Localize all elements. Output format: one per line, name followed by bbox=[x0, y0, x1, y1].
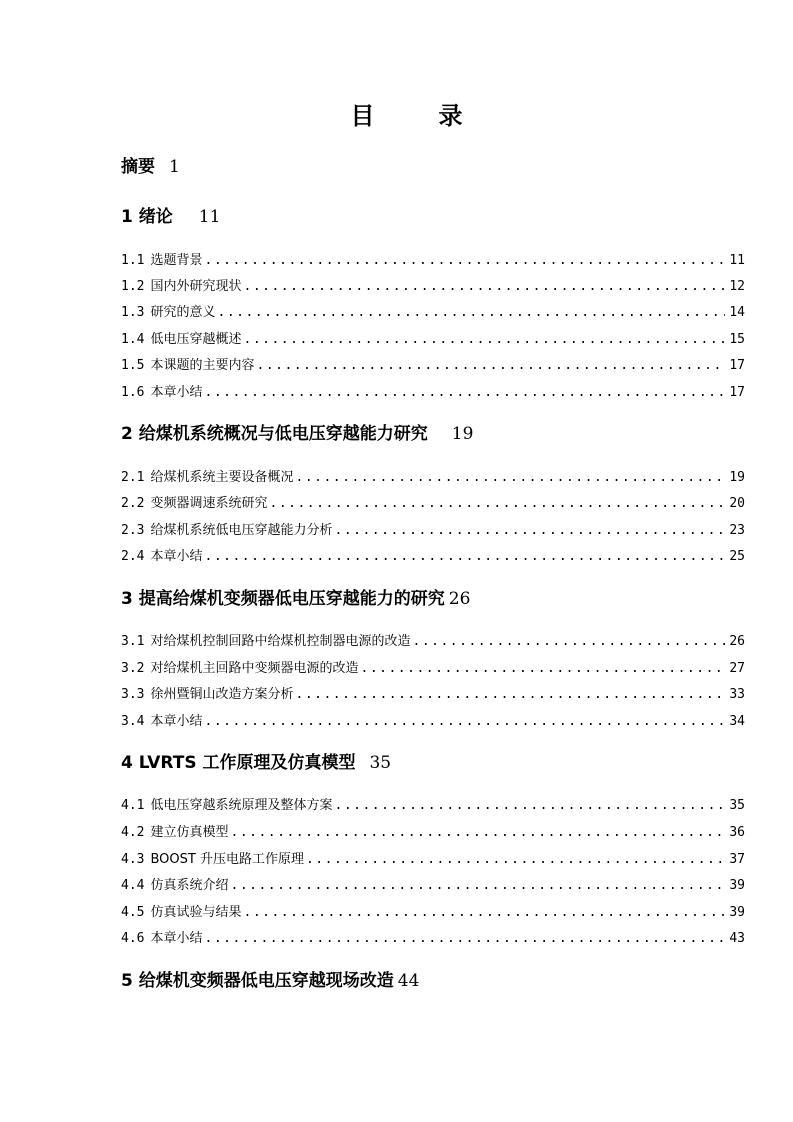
chapter-heading-2[interactable] bbox=[121, 421, 473, 447]
section-page: 26 bbox=[729, 634, 745, 649]
section-number: 3.1 bbox=[121, 634, 145, 649]
section-title: 建立仿真模型 bbox=[150, 825, 229, 840]
toc-entry-1-3[interactable] bbox=[121, 303, 745, 323]
dot-leader bbox=[296, 468, 726, 488]
section-title: BOOST 升压电路工作原理 bbox=[150, 852, 304, 867]
abstract-page: 1 bbox=[169, 157, 180, 177]
section-page: 14 bbox=[729, 305, 745, 320]
section-title: 选题背景 bbox=[150, 253, 203, 268]
section-title: 本课题的主要内容 bbox=[150, 358, 255, 373]
section-page: 17 bbox=[729, 385, 745, 400]
section-title: 低电压穿越系统原理及整体方案 bbox=[150, 798, 333, 813]
section-number: 4.4 bbox=[121, 878, 145, 893]
chapter-title: 3 提高给煤机变频器低电压穿越能力的研究 bbox=[121, 589, 445, 609]
section-number: 2.2 bbox=[121, 496, 145, 511]
section-number: 4.6 bbox=[121, 931, 145, 946]
chapter-page: 11 bbox=[198, 207, 221, 227]
chapter-heading-5[interactable] bbox=[121, 968, 419, 994]
section-number: 3.2 bbox=[121, 661, 145, 676]
chapter-title: 2 给煤机系统概况与低电压穿越能力研究 bbox=[121, 424, 428, 444]
chapter-title: 5 给煤机变频器低电压穿越现场改造 bbox=[121, 971, 394, 991]
section-page: 19 bbox=[729, 470, 745, 485]
toc-entry-1-4[interactable] bbox=[121, 330, 745, 350]
chapter-heading-4[interactable] bbox=[121, 750, 391, 776]
toc-entry-2-2[interactable] bbox=[121, 494, 745, 514]
section-page: 23 bbox=[729, 523, 745, 538]
dot-leader bbox=[413, 632, 726, 652]
toc-entry-4-1[interactable] bbox=[121, 796, 745, 816]
chapter-title: 4 LVRTS 工作原理及仿真模型 bbox=[121, 753, 356, 773]
section-number: 4.1 bbox=[121, 798, 145, 813]
section-page: 27 bbox=[729, 661, 745, 676]
chapter-page: 44 bbox=[397, 971, 420, 991]
section-page: 39 bbox=[729, 905, 745, 920]
toc-entry-1-5[interactable] bbox=[121, 356, 745, 376]
section-page: 25 bbox=[729, 549, 745, 564]
section-title: 研究的意义 bbox=[150, 305, 216, 320]
chapter-title: 1 绪论 bbox=[121, 207, 173, 227]
section-page: 39 bbox=[729, 878, 745, 893]
toc-entry-4-2[interactable] bbox=[121, 823, 745, 843]
section-page: 17 bbox=[729, 358, 745, 373]
section-number: 1.3 bbox=[121, 305, 145, 320]
chapter-page: 35 bbox=[369, 753, 392, 773]
section-number: 1.5 bbox=[121, 358, 145, 373]
dot-leader bbox=[205, 712, 726, 732]
dot-leader bbox=[335, 796, 726, 816]
section-title: 本章小结 bbox=[150, 549, 203, 564]
dot-leader bbox=[306, 850, 725, 870]
section-title: 对给煤机主回路中变频器电源的改造 bbox=[150, 661, 359, 676]
toc-entry-4-3[interactable] bbox=[121, 850, 745, 870]
section-title: 国内外研究现状 bbox=[150, 279, 242, 294]
toc-entry-4-6[interactable] bbox=[121, 929, 745, 949]
toc-entry-3-3[interactable] bbox=[121, 685, 745, 705]
section-title: 本章小结 bbox=[150, 931, 203, 946]
toc-entry-3-2[interactable] bbox=[121, 659, 745, 679]
dot-leader bbox=[244, 903, 726, 923]
toc-entry-1-6[interactable] bbox=[121, 383, 745, 403]
section-number: 4.2 bbox=[121, 825, 145, 840]
section-number: 1.6 bbox=[121, 385, 145, 400]
section-page: 36 bbox=[729, 825, 745, 840]
toc-entry-3-4[interactable] bbox=[121, 712, 745, 732]
section-page: 33 bbox=[729, 687, 745, 702]
section-number: 2.4 bbox=[121, 549, 145, 564]
toc-title: 目 录 bbox=[350, 102, 483, 130]
dot-leader bbox=[244, 330, 726, 350]
section-number: 3.4 bbox=[121, 714, 145, 729]
dot-leader bbox=[257, 356, 726, 376]
section-title: 给煤机系统低电压穿越能力分析 bbox=[150, 523, 333, 538]
dot-leader bbox=[231, 823, 726, 843]
section-page: 43 bbox=[729, 931, 745, 946]
section-number: 4.5 bbox=[121, 905, 145, 920]
section-page: 34 bbox=[729, 714, 745, 729]
dot-leader bbox=[296, 685, 726, 705]
dot-leader bbox=[205, 547, 726, 567]
section-page: 11 bbox=[729, 253, 745, 268]
dot-leader bbox=[361, 659, 726, 679]
toc-entry-2-1[interactable] bbox=[121, 468, 745, 488]
dot-leader bbox=[244, 277, 726, 297]
toc-entry-4-4[interactable] bbox=[121, 876, 745, 896]
dot-leader bbox=[270, 494, 726, 514]
chapter-page: 19 bbox=[451, 424, 474, 444]
toc-entry-4-5[interactable] bbox=[121, 903, 745, 923]
toc-abstract-entry[interactable] bbox=[121, 154, 180, 180]
chapter-heading-1[interactable] bbox=[121, 204, 220, 230]
section-number: 2.1 bbox=[121, 470, 145, 485]
section-page: 35 bbox=[729, 798, 745, 813]
section-title: 仿真试验与结果 bbox=[150, 905, 242, 920]
section-number: 4.3 bbox=[121, 852, 145, 867]
section-page: 20 bbox=[729, 496, 745, 511]
section-number: 3.3 bbox=[121, 687, 145, 702]
abstract-label: 摘要 bbox=[121, 157, 155, 177]
dot-leader bbox=[205, 251, 726, 271]
section-number: 1.4 bbox=[121, 332, 145, 347]
section-number: 2.3 bbox=[121, 523, 145, 538]
section-title: 仿真系统介绍 bbox=[150, 878, 229, 893]
dot-leader bbox=[218, 303, 726, 323]
toc-entry-2-3[interactable] bbox=[121, 521, 745, 541]
section-page: 15 bbox=[729, 332, 745, 347]
section-title: 变频器调速系统研究 bbox=[150, 496, 268, 511]
section-page: 12 bbox=[729, 279, 745, 294]
section-title: 低电压穿越概述 bbox=[150, 332, 242, 347]
section-number: 1.1 bbox=[121, 253, 145, 268]
section-page: 37 bbox=[729, 852, 745, 867]
toc-entry-1-1[interactable] bbox=[121, 251, 745, 271]
dot-leader bbox=[205, 383, 726, 403]
section-number: 1.2 bbox=[121, 279, 145, 294]
toc-entry-3-1[interactable] bbox=[121, 632, 745, 652]
toc-entry-1-2[interactable] bbox=[121, 277, 745, 297]
dot-leader bbox=[231, 876, 726, 896]
dot-leader bbox=[205, 929, 726, 949]
section-title: 徐州暨铜山改造方案分析 bbox=[150, 687, 294, 702]
chapter-heading-3[interactable] bbox=[121, 586, 470, 612]
section-title: 本章小结 bbox=[150, 385, 203, 400]
section-title: 给煤机系统主要设备概况 bbox=[150, 470, 294, 485]
section-title: 本章小结 bbox=[150, 714, 203, 729]
toc-entry-2-4[interactable] bbox=[121, 547, 745, 567]
dot-leader bbox=[335, 521, 726, 541]
section-title: 对给煤机控制回路中给煤机控制器电源的改造 bbox=[150, 634, 411, 649]
chapter-page: 26 bbox=[448, 589, 471, 609]
